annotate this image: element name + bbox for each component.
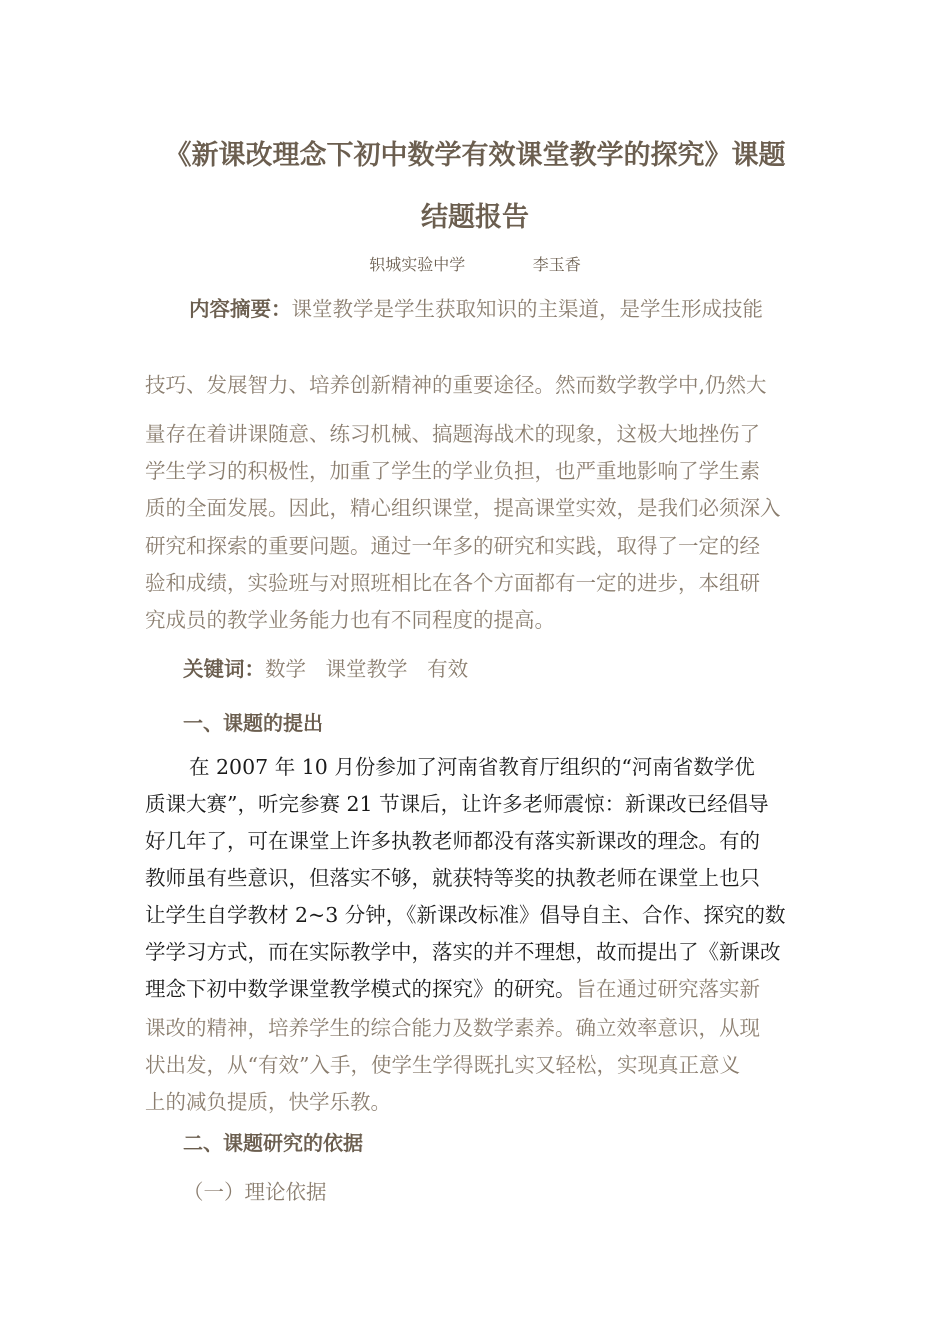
section-1-text-line: 让学生自学教材 2~3 分钟，《新课改标准》倡导自主、合作、探究的数 (145, 903, 786, 927)
section-1-text-line: 教师虽有些意识，但落实不够，就获特等奖的执教老师在课堂上也只 (145, 866, 760, 890)
section-1-grey-line: 课改的精神，培养学生的综合能力及数学素养。确立效率意识，从现 (145, 1016, 760, 1040)
document-title-line-2: 结题报告 (421, 202, 529, 233)
section-1-text-line: 在 2007 年 10 月份参加了河南省教育厅组织的“河南省数学优 (189, 755, 755, 779)
section-1-text-line: 好几年了，可在课堂上许多执教老师都没有落实新课改的理念。有的 (145, 829, 760, 853)
section-1-grey-line: 上的减负提质，快学乐教。 (145, 1090, 391, 1114)
abstract-text-line: 课堂教学是学生获取知识的主渠道，是学生形成技能 (291, 297, 763, 321)
keywords-line (183, 657, 845, 682)
section-1-dark-segment: 理念下初中数学课堂教学模式的探究》的研究。 (145, 977, 576, 1001)
abstract-text-line: 量存在着讲课随意、练习机械、搞题海战术的现象，这极大地挫伤了 (145, 422, 760, 446)
section-1-text-line: 质课大赛”，听完参赛 21 节课后，让许多老师震惊：新课改已经倡导 (145, 792, 769, 816)
abstract-first-line (189, 297, 809, 322)
section-heading-2: 二、课题研究的依据 (183, 1131, 363, 1155)
keywords-label: 关键词： (183, 657, 265, 681)
author-name: 李玉香 (532, 255, 581, 274)
document-title-line-1: 《新课改理念下初中数学有效课堂教学的探究》课题 (164, 140, 786, 171)
subsection-heading-theory: （一）理论依据 (183, 1180, 327, 1204)
abstract-text-line: 研究和探索的重要问题。通过一年多的研究和实践，取得了一定的经 (145, 534, 760, 558)
author-line (145, 252, 805, 275)
abstract-text-line: 验和成绩，实验班与对照班相比在各个方面都有一定的进步，本组研 (145, 571, 760, 595)
section-1-grey-segment: 旨在通过研究落实新 (575, 977, 760, 1001)
section-heading-1: 一、课题的提出 (183, 711, 323, 735)
abstract-text-line: 究成员的教学业务能力也有不同程度的提高。 (145, 608, 555, 632)
section-1-text-line-mixed (145, 977, 807, 1002)
abstract-text-line: 质的全面发展。因此，精心组织课堂，提高课堂实效，是我们必须深入 (145, 496, 781, 520)
section-1-grey-line: 状出发，从“有效”入手，使学生学得既扎实又轻松，实现真正意义 (145, 1053, 740, 1077)
school-name: 轵城实验中学 (369, 255, 466, 274)
section-1-text-line: 学学习方式，而在实际教学中，落实的并不理想，故而提出了《新课改 (145, 940, 781, 964)
abstract-text-line: 技巧、发展智力、培养创新精神的重要途径。然而数学教学中,仍然大 (145, 373, 767, 397)
abstract-label: 内容摘要： (189, 297, 292, 321)
abstract-text-line: 学生学习的积极性，加重了学生的学业负担，也严重地影响了学生素 (145, 459, 760, 483)
keywords-text: 数学 课堂教学 有效 (265, 657, 469, 681)
